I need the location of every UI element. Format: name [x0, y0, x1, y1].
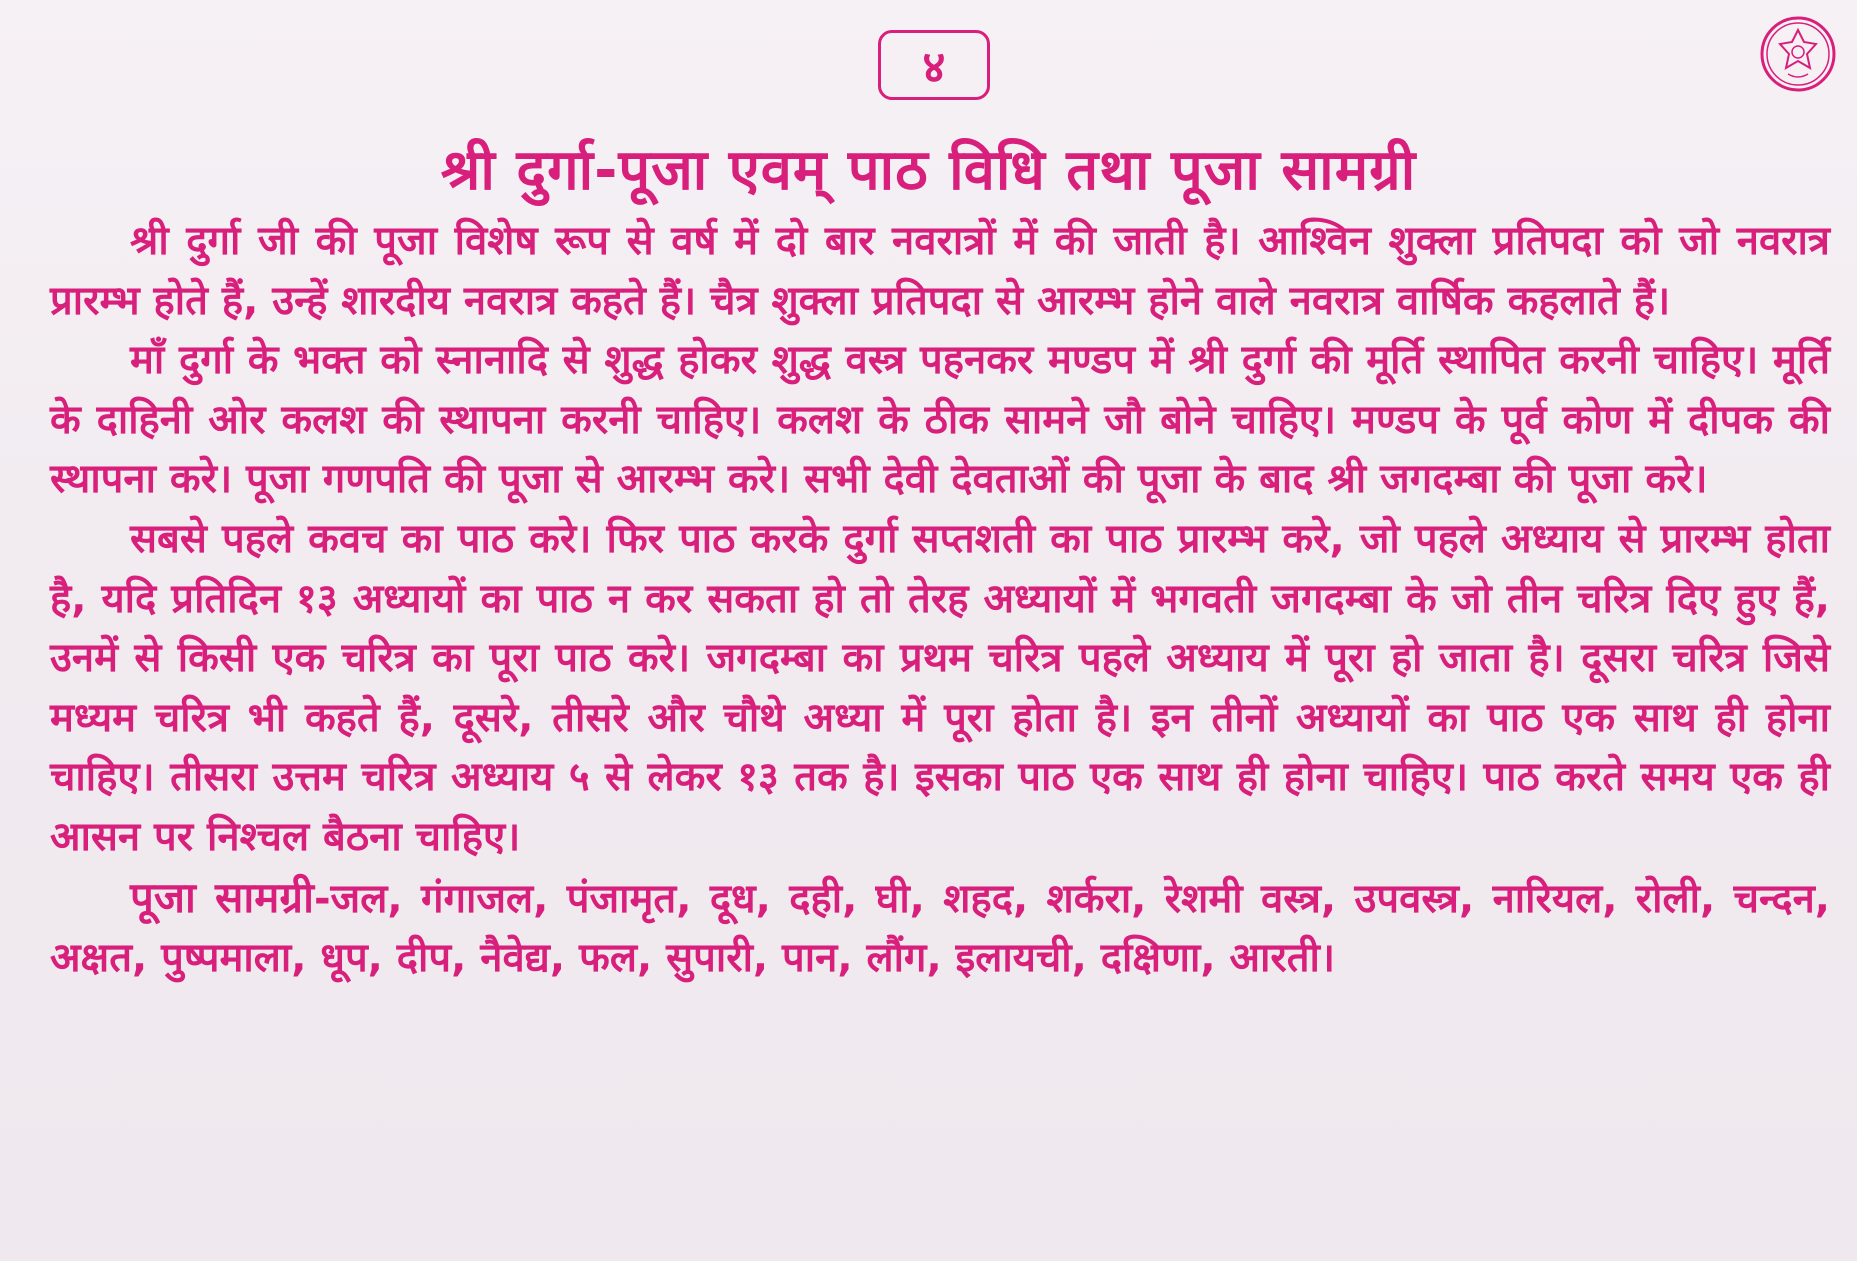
paragraph-path-vidhi: सबसे पहले कवच का पाठ करे। फिर पाठ करके दुर्गा सप्तशती का पाठ प्रारम्भ करे, जो पहले अध्याय से प्रारम्भ होता है, यदि प्रतिदिन १३ अध्यायों का पाठ न कर सकता हो तो तेरह अध्यायों में भगवती जगदम्बा के जो तीन चरित्र दिए हुए हैं, उनमें से किसी एक चरित्र का पूरा पाठ करे। जगदम्बा का प्रथम चरित्र पहले अध्याय में पूरा हो जाता है। दूसरा चरित्र जिसे मध्यम चरित्र भी कहते हैं, दूसरे, तीसरे और चौथे अध्या में पूरा होता है। इन तीनों अध्यायों का पाठ एक साथ ही होना चाहिए। तीसरा उत्तम चरित्र अध्याय ५ से लेकर १३ तक है। इसका पाठ एक साथ ही होना चाहिए। पाठ करते समय एक ही आसन पर निश्चल बैठना चाहिए।	[50, 515, 1830, 860]
paragraph-sthapana: माँ दुर्गा के भक्त को स्नानादि से शुद्ध होकर शुद्ध वस्त्र पहनकर मण्डप में श्री दुर्गा की मूर्ति स्थापित करनी चाहिए। मूर्ति के दाहिनी ओर कलश की स्थापना करनी चाहिए। कलश के ठीक सामने जौ बोने चाहिए। मण्डप के पूर्व कोण में दीपक की स्थापना करे। पूजा गणपति की पूजा से आरम्भ करे। सभी देवी देवताओं की पूजा के बाद श्री जगदम्बा की पूजा करे।	[50, 337, 1831, 503]
page-number: ४	[878, 30, 990, 100]
page-title: श्री दुर्गा-पूजा एवम् पाठ विधि तथा पूजा सामग्री	[440, 138, 1417, 203]
samagri-items: -जल, गंगाजल, पंजामृत, दूध, दही, घी, शहद, शर्करा, रेशमी वस्त्र, उपवस्त्र, नारियल, रोली, चन्दन, अक्षत, पुष्पमाला, धूप, दीप, नैवेद्य, फल, सुपारी, पान, लौंग, इलायची, दक्षिणा, आरती।	[50, 875, 1830, 982]
seal-stamp-icon	[1758, 14, 1838, 94]
body-text	[50, 212, 1830, 989]
paragraph-samagri	[50, 868, 1830, 989]
paragraph-navratra: श्री दुर्गा जी की पूजा विशेष रूप से वर्ष में दो बार नवरात्रों में की जाती है। आश्विन शुक्ला प्रतिपदा को जो नवरात्र प्रारम्भ होते हैं, उन्हें शारदीय नवरात्र कहते हैं। चैत्र शुक्ला प्रतिपदा से आरम्भ होने वाले नवरात्र वार्षिक कहलाते हैं।	[50, 218, 1830, 324]
samagri-heading: पूजा सामग्री	[130, 872, 314, 922]
